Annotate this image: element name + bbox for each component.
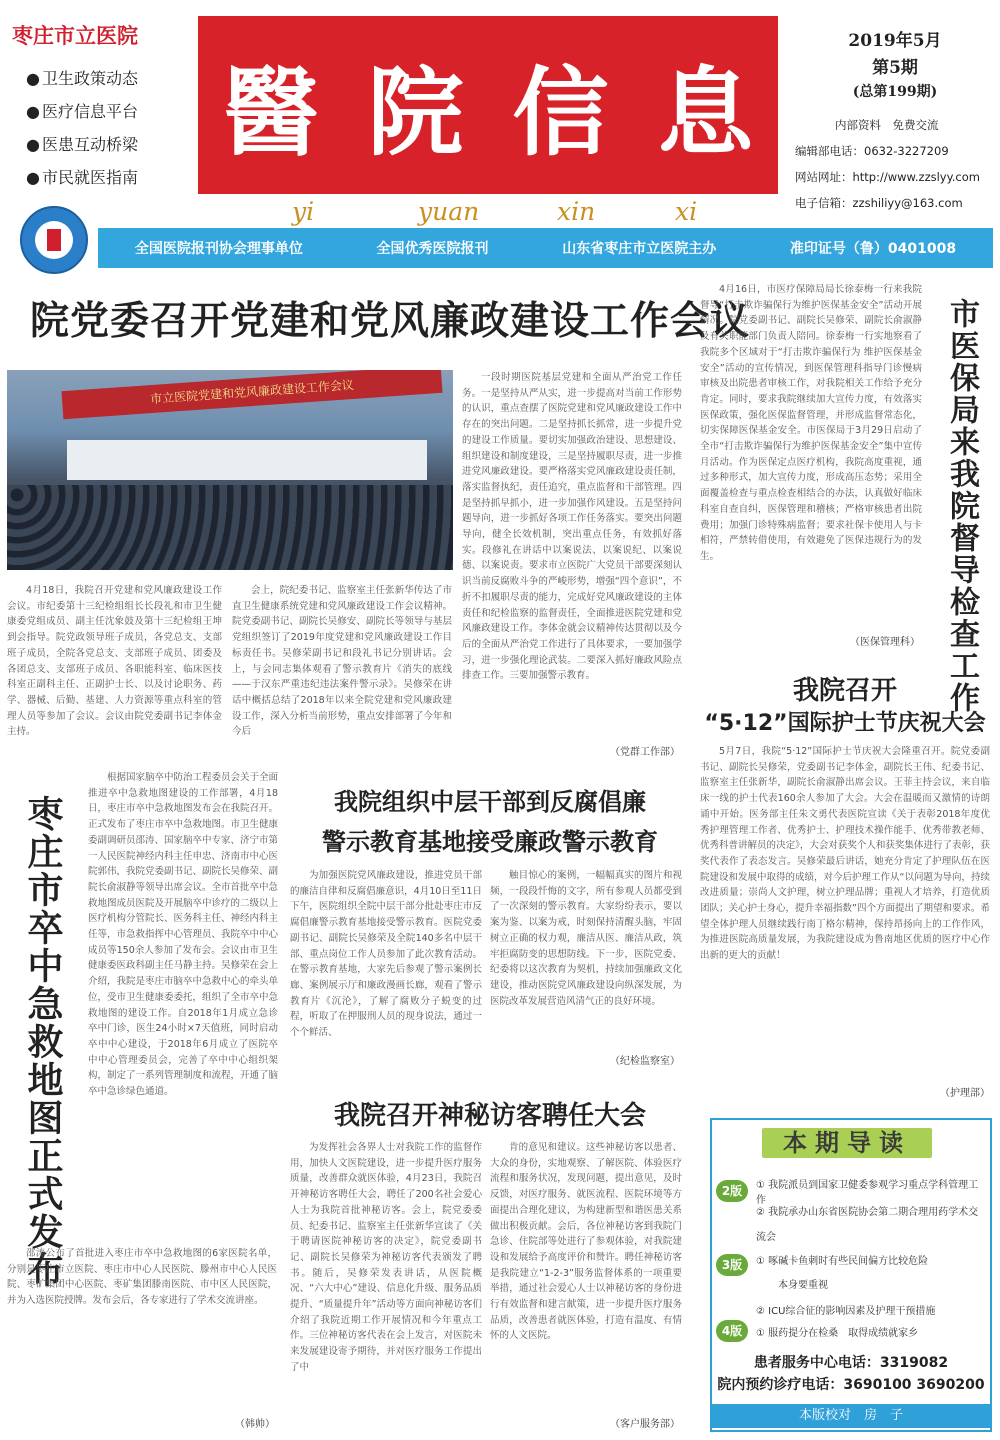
issue-date: 2019年5月 bbox=[848, 31, 942, 51]
info-bar-item: 全国优秀医院报刊 bbox=[376, 241, 489, 257]
masthead bbox=[198, 16, 778, 194]
masthead-char: 息 bbox=[657, 55, 754, 169]
internal-note: 内部资料 免费交流 bbox=[835, 118, 939, 132]
section-item: ● 市民就医指南 bbox=[26, 161, 138, 194]
masthead-char: 醫 bbox=[222, 55, 319, 169]
article1-col1: 4月18日，我院召开党建和党风廉政建设工作会议。市纪委第十三纪检组组长长段礼和市卫生健康委党组成员、副主任沈象鼓及第十三纪检组王坤到会指导。院党政领导班子成员，各党总支、支部班子成员，全院各党总支、支部班子成员、团委及各团总支、支部班子成员、各职能科室、临床医技科室正副科主任、正副护士长、以及讨论职务、药学、器械、后勤、基建、人力资源等重点科室的管理人员等参加了会议。会议由院党委副书记李体金主持。 bbox=[7, 585, 222, 738]
info-bar-item: 山东省枣庄市立医院主办 bbox=[562, 241, 717, 257]
info-bar-item: 准印证号（鲁）0401008 bbox=[789, 241, 957, 257]
article3-title-line2: “5·12”国际护士节庆祝大会 bbox=[704, 711, 986, 736]
hospital-name: 枣庄市立医院 bbox=[12, 24, 138, 48]
guide-page-badge: 4版 bbox=[716, 1320, 748, 1342]
guide-item[interactable]: ② ICU综合征的影响因素及护理干预措施 bbox=[756, 1306, 936, 1317]
guide-item[interactable]: ② 我院承办山东省医院协会第二期合理用药学术交流会 bbox=[756, 1207, 979, 1243]
editor-phone: 编辑部电话：0632-3227209 bbox=[795, 144, 949, 158]
issue-total: (总第199期) bbox=[852, 84, 938, 100]
meeting-photo bbox=[7, 370, 453, 570]
masthead-char: 院 bbox=[367, 55, 464, 169]
article5-col2: 触目惊心的案例，一幅幅真实的图片和视频，一段段忏悔的文字，所有参观人员都受到了一次深刻的警示教育。大家纷纷表示，要以案为鉴、以案为戒，时刻保持清醒头脑，牢固树立正确的权力观，廉洁从医、廉洁从政，筑牢拒腐防变的思想防线。下一步，医院党委、纪委将以这次教育为契机，持续加强廉政文化建设，推动医院党风廉政建设向纵深发展，为医院改革发展营造风清气正的良好环境。 bbox=[490, 870, 682, 1007]
info-bar bbox=[98, 228, 993, 268]
article4-col1b: 邵涛公布了首批进入枣庄市卒中急救地图的6家医院名单，分别是枣庄市立医院、枣庄市中心人民医院、滕州市中心人民医院、枣矿集团中心医院、枣矿集团滕南医院、市中区人民医院，并为入选医院授牌。发布会后，各专家进行了学术交流讲座。 bbox=[7, 1248, 277, 1307]
article5-title-line1: 我院组织中层干部到反腐倡廉 bbox=[334, 788, 646, 816]
article6-title: 我院召开神秘访客聘任大会 bbox=[333, 1101, 646, 1131]
section-item: ● 卫生政策动态 bbox=[26, 62, 138, 95]
article3-title-line1: 我院召开 bbox=[792, 676, 897, 706]
section-list bbox=[26, 62, 138, 194]
article5-sign: （纪检监察室） bbox=[610, 1056, 680, 1067]
article1-col3: 一段时期医院基层党建和全面从严治党工作任务。一是坚持从严从实，进一步提高对当前工作形势的认识，重点查摆了医院党建和党风廉政建设工作中存在的突出问题。二是坚持抓长抓常，进一步提升党的建设工作质量。要切实加强政治建设、思想建设、组织建设和制度建设，三是坚持履职尽责，进一步推进党风廉政建设。要严格落实党风廉政建设责任制，落实监督执纪，责任追究，重点监督和干部管理。四是坚持抓早抓小，进一步加强作风建设。五是坚持问题导向，进一步抓好各项工作任务落实。要突出问题导向，健全长效机制，突出重点任务，有效抓好落实。段修礼在讲话中以案说法、以案说纪、以案说德、以案说责。要求市立医院广大党员干部要深刻认识当前反腐败斗争的严峻形势，增强“四个意识”，不折不扣履职尽责的能力，完成好党风廉政建设的主体责任和纪检监察的监督责任，全面推进医院党建和党风廉政建设工作。李体金就会议精神传达贯彻以及今后的全面从严治党工作进行了具体要求，一要加强学习，进一步强化理论武装。二要深入抓好廉政风险点排查工作。三要加强警示教育。 bbox=[462, 372, 682, 682]
website[interactable]: 网站网址：http://www.zzslyy.com bbox=[795, 170, 980, 184]
issue-number: 第5期 bbox=[872, 58, 918, 78]
article4-col1: 根据国家脑卒中防治工程委员会关于全面推进卒中急救地图建设的工作部署，4月18日，枣庄市卒中急救地图发布会在我院召开。正式发布了枣庄市卒中急救地图。市卫生健康委副调研员邵涛、国家脑卒中专家、济宁市第一人民医院神经内科主任申忠、济南市中心医院郭伟，我院党委副书记、副院长吴修荣、副院长俞淑静等领导出席会议。全市首批卒中急救地图成员医院及开展脑卒中诊疗的二级以上医疗机构分管院长、医务科主任、神经内科主任等，市急救指挥中心管理员、我院卒中中心成员等150余人参加了发布会。会议由市卫生健康委医政科副主任马静主持。吴修荣在会上介绍，我院是枣庄市脑卒中急救中心的牵头单位，受市卫生健康委委托，组织了全市卒中急救地图的建设工作。自2018年1月成立急诊卒中门诊，医生24小时×7天值班，同时启动卒中中心建设，于2018年6月成立了医院卒中中心管理委员会，完善了卒中中心组织架构，制定了一系列管理制度和流程，开通了脑卒中急诊绿色通道。 bbox=[88, 772, 278, 1098]
article1-sign: （党群工作部） bbox=[610, 747, 680, 758]
issue-info bbox=[800, 28, 990, 102]
issue-guide bbox=[710, 1118, 992, 1432]
email[interactable]: 电子信箱：zzshiliyy@163.com bbox=[795, 196, 963, 210]
pinyin-xi: xi bbox=[675, 197, 698, 226]
masthead-char: 信 bbox=[512, 55, 609, 169]
guide-item[interactable]: ① 我院派员到国家卫健委参观学习重点学科管理工作 bbox=[756, 1180, 979, 1206]
article1-title: 院党委召开党建和党风廉政建设工作会议 bbox=[30, 299, 751, 344]
guide-item[interactable]: ① 啄碱卡鱼刺时有些民间偏方比较危险 bbox=[756, 1256, 929, 1267]
article2-title: 市医保局来我院督导检查工作 bbox=[944, 298, 979, 714]
article4-title: 枣庄市卒中急救地图正式发布 bbox=[22, 795, 63, 1289]
article5-title-line2: 警示教育基地接受廉政警示教育 bbox=[322, 828, 658, 856]
pinyin-xin: xin bbox=[557, 197, 596, 226]
article5-col1: 为加强医院党风廉政建设，推进党员干部的廉洁自律和反腐倡廉意识，4月10日至11日下午，医院组织全院中层干部分批赴枣庄市反腐倡廉警示教育基地接受警示教育。医院党委副书记、副院长吴修荣及全院140多名中层干部、重点岗位工作人员参加了此次教育活动。在警示教育基地，大家先后参观了警示案例长廊、案例展示厅和廉政漫画长廊，观看了警示教育片《沉沦》，了解了腐败分子蜕变的过程，听取了在押服刑人员的现身说法，通过一个个鲜活、 bbox=[290, 870, 482, 1039]
service-phone: 患者服务中心电话：3319082 bbox=[753, 1355, 949, 1371]
info-bar-item: 全国医院报刊协会理事单位 bbox=[134, 241, 303, 257]
article2-body: 4月16日，市医疗保障局局长徐泰梅一行来我院督导“打击欺诈骗保行为维护医保基金安全”活动开展情况。院党委副书记、副院长吴修荣、副院长俞淑静及有关职能部门负责人陪同。徐泰梅一行实地察看了我院多个区域对于“打击欺诈骗保行为 维护医保基金安全”活动的宣传情况，到医保管理科指导门诊慢病审核及出院患者审核工作，对我院相关工作给予充分肯定。同时，要求我院继续加大宣传力度，有效落实医保政策，强化医保监督管理，并形成监督常态化，切实保障医保基金安全。市医保局于3月29日启动了全市“打击欺诈骗保行为维护医保基金安全”集中宣传月活动。作为医保定点医疗机构，我院高度重视，通过多种形式，加大宣传力度，形成高压态势；采用全面覆盖检查与重点检查相结合的办法，认真做好临床科室自查自纠，医保管理和稽核；严格审核患者出院费用；加强门诊特殊病监督；要求社保卡使用人与卡相符，严禁转借使用，有效避免了医保违规行为的发生。 bbox=[700, 284, 922, 562]
article6-col2: 肯的意见和建议。这些神秘访客以患者、大众的身份，实地观察、了解医院、体验医疗流程和服务状况，发现问题，提出意见，及时反馈，对医疗服务、就医流程、医院环境等方面提出合理化建议，为构建新型和谐医患关系做出积极贡献。会后，各位神秘访客到我院门急诊、住院部等处进行了参观体验，对我院建设和发展给予高度评价和赞许。聘任神秘访客是我院建立“1-2-3”服务监督体系的一项重要举措，通过社会爱心人士以神秘访客的身份进行有效监督和建言献策，进一步提升医疗服务品质，改善患者就医体验，打造有温度、有情怀的人文医院。 bbox=[490, 1142, 682, 1342]
article4-sign: （韩帅） bbox=[235, 1419, 275, 1430]
contacts bbox=[795, 112, 980, 216]
hospital-logo-icon bbox=[20, 206, 88, 274]
pinyin-yuan: yuan bbox=[418, 197, 480, 226]
proofreader: 本版校对 房 子 bbox=[712, 1404, 990, 1428]
guide-item[interactable]: ① 服药提分在检桑 取得成绩就家乡 bbox=[756, 1328, 919, 1339]
article2-sign: （医保管理科） bbox=[850, 637, 920, 648]
pinyin-yi: yi bbox=[292, 197, 315, 226]
article3-sign: （护理部） bbox=[940, 1088, 990, 1099]
guide-page-badge: 2版 bbox=[716, 1180, 748, 1202]
photo-banner: 市立医院党建和党风廉政建设工作会议 bbox=[61, 370, 442, 419]
guide-page-badge: 3版 bbox=[716, 1254, 748, 1276]
article6-sign: （客户服务部） bbox=[610, 1419, 680, 1430]
article1-col2: 会上，院纪委书记、监察室主任张新华传达了市直卫生健康系统党建和党风廉政建设工作会议精神。院党委副书记、副院长吴修安、副院长等领导与基层党组织签订了2019年度党建和党风廉政建设工作目标责任书。吴修荣副书记和段礼书记分别讲话。会上，与会同志集体观看了警示教育片《消失的底线——于汉东严重违纪违法案件警示录》。吴修荣在讲话中概括总结了2018年以来全院党建和党风廉政建设工作，深入分析当前形势，重点安排部署了今年和今后 bbox=[232, 585, 452, 738]
article3-body: 5月7日，我院“5·12”国际护士节庆祝大会隆重召开。院党委副书记、副院长吴修荣，党委副书记李体金，副院长王伟、纪委书记、监察室主任张新华，副院长俞淑静出席会议。王菲主持会议，来自临床一线的护士代表160余人参加了大会。大会在温暖而又激情的诗朗诵中开始。医务部主任朱文勇代表医院宣读《关于表彰2018年度优秀护理管理工作者、优秀护士、护理技术操作能手、优秀带教老师、优秀科普讲解员的决定》，大会对获奖个人和获奖集体进行了表彰，获奖代表作了表态发言。吴修荣最后讲话，她充分肯定了护理队伍在医院建设和发展中取得的成绩，对今后护理工作从“以问题为导向，持续改进质量；崇尚人文护理，树立护理品牌；重视人才培养，打造优质团队；关心护士身心，提升幸福指数”四个方面提出了期望和要求。希望全体护理人员继续践行南丁格尔精神，保持昂扬向上的工作作风，为推进医院高质量发展，为我院建设成为鲁南地区优质的医疗中心作出新的更大的贡献！ bbox=[700, 746, 990, 962]
appointment-phone: 院内预约诊疗电话：3690100 3690200 bbox=[717, 1377, 985, 1393]
section-item: ● 医疗信息平台 bbox=[26, 95, 138, 128]
guide-title: 本期导读 bbox=[762, 1128, 932, 1158]
section-item: ● 医患互动桥梁 bbox=[26, 128, 138, 161]
article6-col1: 为发挥社会各界人士对我院工作的监督作用，加快人文医院建设，进一步提升医疗服务质量，改善群众就医体验，4月23日，我院召开神秘访客聘任大会，聘任了200名社会爱心人士为我院首批神秘访客。会上，院党委委员、纪委书记、监察室主任张新华宣读了《关于聘请医院神秘访客的决定》，院党委副书记、副院长吴修荣为神秘访客代表颁发了聘书。随后，吴修荣发表讲话，从医院概况、“六大中心”建设、信息化升级、服务品质提升、“质量提升年”活动等方面向神秘访客们介绍了我院近期工作开展情况和今年重点工作。三位神秘访客代表在会上发言，对医院未来发展建设寄予期待，并对医疗服务工作提出了中 bbox=[290, 1142, 482, 1373]
guide-item[interactable]: 本身要重视 bbox=[778, 1280, 828, 1291]
